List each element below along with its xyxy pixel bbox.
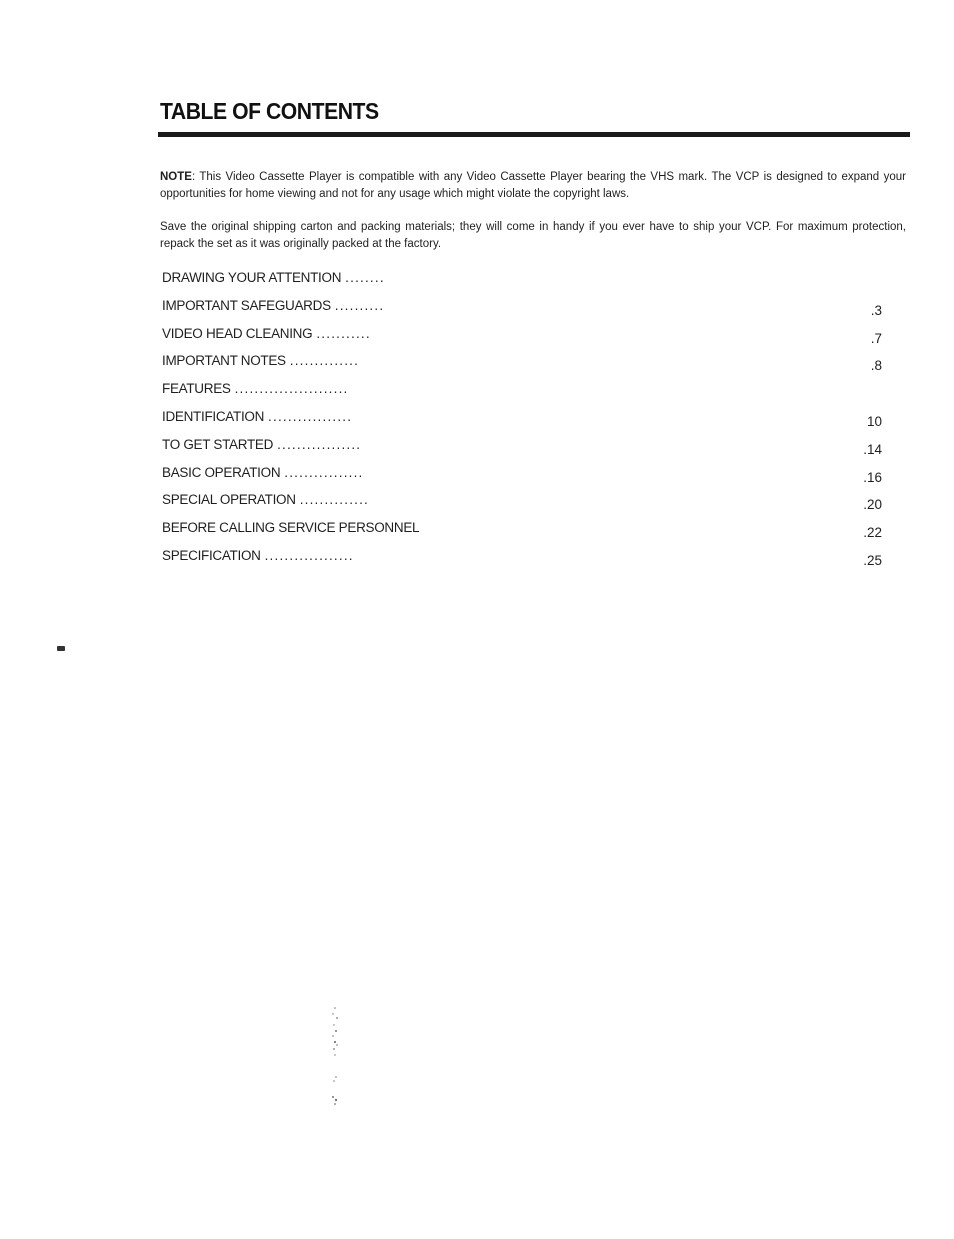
- note-label: NOTE: [160, 171, 192, 183]
- toc-entry[interactable]: [162, 435, 882, 463]
- toc-leader-dots: ..........: [334, 297, 385, 313]
- toc-entry-title: BEFORE CALLING SERVICE PERSONNEL: [162, 520, 420, 536]
- toc-entry[interactable]: [162, 407, 882, 435]
- toc-entry[interactable]: [162, 490, 882, 518]
- toc-entry-title: IMPORTANT NOTES ..............: [162, 353, 360, 369]
- toc-entry-page: .22: [863, 525, 882, 541]
- toc-entry-title: FEATURES .......................: [162, 381, 349, 397]
- toc-leader-dots: ........: [345, 270, 385, 285]
- toc-entry-title: IDENTIFICATION .................: [162, 408, 353, 424]
- toc-entry-page: .20: [863, 497, 882, 513]
- toc-entry-title: SPECIAL OPERATION ..............: [162, 492, 369, 508]
- toc-leader-dots: ..................: [264, 547, 354, 563]
- title-rule: [158, 132, 910, 137]
- toc-entry[interactable]: [162, 518, 882, 546]
- toc-entry[interactable]: [162, 351, 882, 379]
- toc-leader-dots: ..............: [299, 492, 369, 508]
- scan-artifact-speckle: [328, 1005, 342, 1109]
- toc-entry[interactable]: [162, 546, 882, 574]
- toc-entry-page: .7: [870, 330, 882, 346]
- toc-entry[interactable]: [162, 296, 882, 324]
- note-text: : This Video Cassette Player is compatible with any Video Cassette Player bearing the VHS mark. The VCP is designed to expand your opportunities for home viewing and not for any usage which might violate the copyright laws.: [160, 171, 906, 200]
- toc-entry-page: .8: [870, 358, 882, 374]
- toc-leader-dots: ................: [284, 464, 364, 480]
- toc-entry-page: .25: [863, 552, 882, 568]
- note-paragraph: [160, 169, 906, 203]
- scan-artifact-mark: [57, 646, 65, 651]
- toc-entry-page: .3: [870, 302, 882, 318]
- page-title: TABLE OF CONTENTS: [160, 98, 379, 124]
- toc-entry-page: 10: [866, 413, 882, 429]
- toc-entry[interactable]: [162, 463, 882, 491]
- toc-leader-dots: .................: [268, 408, 353, 424]
- toc-entry-title: TO GET STARTED .................: [162, 436, 362, 452]
- save-paragraph: Save the original shipping carton and packing materials; they will come in handy if you ever have to ship your VCP. For maximum protection, repack the set as it was originally packed at the factory.: [160, 221, 906, 250]
- toc-entry-page: .14: [863, 441, 882, 457]
- toc-leader-dots: .......................: [234, 381, 349, 397]
- toc-leader-dots: ..............: [289, 353, 360, 369]
- toc-entry[interactable]: [162, 268, 882, 296]
- toc-list: [162, 268, 882, 574]
- toc-entry-title: SPECIFICATION ..................: [162, 547, 354, 563]
- toc-entry[interactable]: [162, 379, 882, 407]
- toc-entry-title: BASIC OPERATION ................: [162, 464, 364, 480]
- toc-entry-title: IMPORTANT SAFEGUARDS ..........: [162, 297, 385, 313]
- toc-leader-dots: ...........: [316, 325, 371, 341]
- toc-entry[interactable]: [162, 324, 882, 352]
- toc-entry-title: VIDEO HEAD CLEANING ...........: [162, 325, 371, 341]
- toc-entry-page: .16: [863, 469, 882, 485]
- toc-entry-title: DRAWING YOUR ATTENTION ........: [162, 270, 385, 285]
- toc-leader-dots: .................: [277, 436, 362, 452]
